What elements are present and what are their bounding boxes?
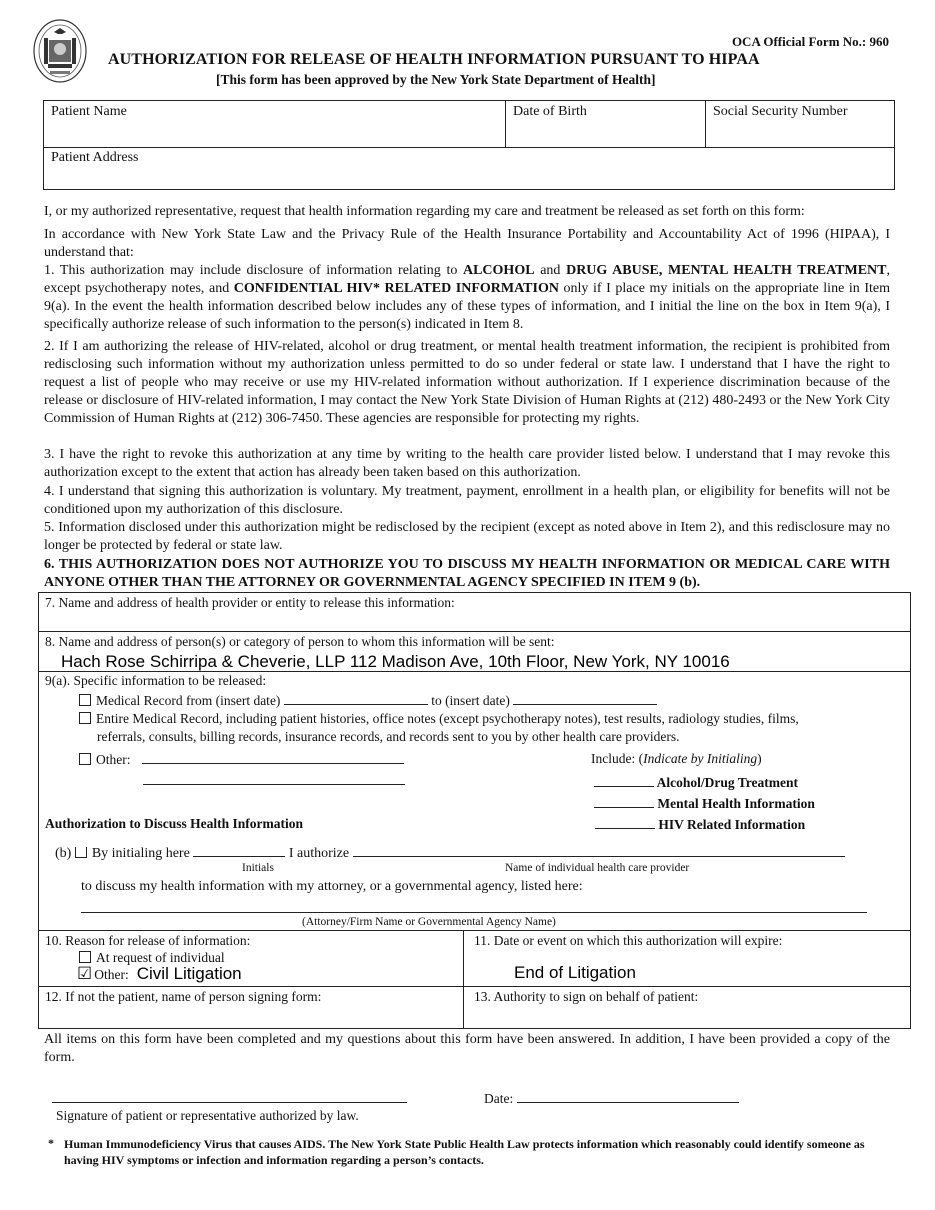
section-9a-label: 9(a). Specific information to be released: <box>45 673 267 688</box>
reason-other-row <box>77 964 242 984</box>
footnote-text: Human Immunodeficiency Virus that causes AIDS. The New York State Public Health Law protects information which reasonably could identify someone as having HIV symptoms or infection and information regarding a person’s contacts. <box>64 1137 865 1167</box>
date-row <box>484 1090 739 1107</box>
patient-address-label: Patient Address <box>51 150 139 165</box>
section-10-label: 10. Reason for release of information: <box>45 933 251 948</box>
section-7-label: 7. Name and address of health provider or entity to release this information: <box>45 595 455 610</box>
include-instruction <box>591 751 762 767</box>
reason-other-value[interactable]: Civil Litigation <box>136 964 242 983</box>
other-row <box>79 751 404 768</box>
item-1-text: 1. This authorization may include disclosure of information relating to <box>44 263 463 278</box>
section-9b-heading: Authorization to Discuss Health Information <box>45 816 304 831</box>
to-date-field[interactable] <box>513 692 657 705</box>
item-3: 3. I have the right to revoke this authorization at any time by writing to the health care provider listed below. I understand that I may revoke this authorization except to the extent that action has already been taken based on this authorization. <box>44 447 890 480</box>
other-checkbox[interactable] <box>79 753 91 765</box>
intro-accordance: In accordance with New York State Law and the Privacy Rule of the Health Insurance Portability and Accountability Act of 1996 (HIPAA), I understand that: <box>44 227 890 260</box>
patient-info-box <box>43 100 895 190</box>
include-italic: Indicate by Initialing <box>643 751 758 766</box>
provider-caption: Name of individual health care provider <box>505 862 690 874</box>
section-8-label: 8. Name and address of person(s) or category of person to whom this information will be sent: <box>45 634 555 649</box>
item-1-except: , except psychotherapy notes, and <box>44 263 891 296</box>
other-label: Other: <box>96 752 131 767</box>
section-9b-checkbox[interactable] <box>75 847 87 858</box>
initial-alcohol-drug <box>594 774 798 791</box>
by-initialing-label: By initialing here <box>91 846 190 861</box>
entire-record-row <box>79 711 799 727</box>
form-number: OCA Official Form No.: 960 <box>731 34 889 49</box>
to-date-label: to (insert date) <box>431 693 510 708</box>
attorney-caption: (Attorney/Firm Name or Governmental Agency Name) <box>302 916 556 928</box>
initial-hiv-label: HIV Related Information <box>658 817 806 832</box>
new-york-state-seal-icon <box>32 18 88 84</box>
reason-individual-checkbox[interactable] <box>79 951 91 963</box>
other-field-2[interactable] <box>143 772 405 785</box>
item-6: 6. THIS AUTHORIZATION DOES NOT AUTHORIZE YOU TO DISCUSS MY HEALTH INFORMATION OR MEDICAL CARE WITH ANYONE OTHER THAN THE ATTORNEY OR GOVERNMENTAL AGENCY SPECIFIED IN ITEM 9 (b). <box>44 557 890 590</box>
other-field-1[interactable] <box>142 751 404 764</box>
item-1-rest: only if I place my initials on the appropriate line in Item 9(a). In the event the health information described below includes any of these types of information, and I initial the line on the box in Item 9(a), I specifically authorize release of such information to the person(s) indicated in Item 8. <box>44 281 890 332</box>
initial-mental-health-field[interactable] <box>594 795 654 808</box>
entire-record-checkbox[interactable] <box>79 712 91 724</box>
initial-hiv <box>595 816 805 833</box>
medical-record-label: Medical Record from (insert date) <box>96 693 281 708</box>
initial-hiv-field[interactable] <box>595 816 655 829</box>
item-1-alcohol: ALCOHOL <box>462 263 535 278</box>
provider-name-field[interactable] <box>353 844 845 857</box>
signature-caption: Signature of patient or representative authorized by law. <box>56 1108 359 1123</box>
form-subtitle: [This form has been approved by the New York State Department of Health] <box>216 72 656 87</box>
from-date-field[interactable] <box>284 692 428 705</box>
item-1-and: and <box>534 263 567 278</box>
include-close: ) <box>757 751 762 766</box>
section-13-box[interactable] <box>464 987 911 1029</box>
item-1-hiv: CONFIDENTIAL HIV* RELATED INFORMATION <box>233 281 559 296</box>
section-12-box[interactable] <box>38 987 464 1029</box>
reason-other-label: Other: <box>94 967 129 982</box>
i-authorize-label: I authorize <box>288 846 350 861</box>
closing-statement: All items on this form have been completed and my questions about this form have been answered. In addition, I have been provided a copy of the form. <box>44 1032 890 1065</box>
intro-request: I, or my authorized representative, request that health information regarding my care and treatment be released as set forth on this form: <box>44 204 805 219</box>
section-11-box <box>464 931 911 987</box>
section-13-label: 13. Authority to sign on behalf of patient: <box>474 989 699 1004</box>
patient-address-field[interactable] <box>44 147 146 169</box>
section-8-box[interactable] <box>38 632 911 672</box>
section-9-box <box>38 672 911 931</box>
signature-field[interactable] <box>52 1090 407 1103</box>
include-label: Include: ( <box>591 751 644 766</box>
item-1-drug-abuse: DRUG ABUSE, MENTAL HEALTH TREATMENT <box>566 263 887 278</box>
date-field[interactable] <box>517 1090 739 1103</box>
date-of-birth-label: Date of Birth <box>513 104 587 119</box>
section-12-label: 12. If not the patient, name of person signing form: <box>45 989 322 1004</box>
initial-alcohol-drug-label: Alcohol/Drug Treatment <box>656 775 799 790</box>
reason-individual-label: At request of individual <box>96 950 225 965</box>
expiration-value[interactable]: End of Litigation <box>514 963 636 982</box>
date-label: Date: <box>484 1091 514 1106</box>
initial-alcohol-drug-field[interactable] <box>594 774 654 787</box>
form-title: AUTHORIZATION FOR RELEASE OF HEALTH INFORMATION PURSUANT TO HIPAA <box>108 51 760 68</box>
attorney-name-field[interactable] <box>81 900 867 913</box>
patient-name-field[interactable] <box>44 101 506 147</box>
initials-caption: Initials <box>242 862 274 874</box>
item-1 <box>44 262 890 334</box>
entire-record-label-cont: referrals, consults, billing records, insurance records, and records sent to you by other health care providers. <box>97 729 680 744</box>
item-5: 5. Information disclosed under this authorization might be redisclosed by the recipient (except as noted above in Item 2), and this redisclosure may no longer be protected by federal or state law. <box>44 520 890 553</box>
medical-record-row <box>79 692 657 709</box>
ssn-label: Social Security Number <box>713 104 848 119</box>
section-9b-row <box>55 844 845 862</box>
initial-mental-health-label: Mental Health Information <box>657 796 815 811</box>
section-10-box <box>38 931 464 987</box>
section-9b-prefix: (b) <box>55 846 72 861</box>
section-8-recipient-value[interactable]: Hach Rose Schirripa & Cheverie, LLP 112 Madison Ave, 10th Floor, New York, NY 10016 <box>61 652 730 671</box>
section-11-label: 11. Date or event on which this authorization will expire: <box>474 933 783 948</box>
date-of-birth-field[interactable] <box>506 101 706 147</box>
section-7-box[interactable] <box>38 592 911 632</box>
footnote-marker: * <box>48 1136 54 1150</box>
ssn-field[interactable] <box>706 101 894 147</box>
reason-other-checkbox-checked[interactable]: ☑ <box>77 964 93 984</box>
item-2: 2. If I am authorizing the release of HIV-related, alcohol or drug treatment, or mental health treatment information, the recipient is prohibited from redisclosing such information without my authorization unless permitted to do so under federal or state law. I understand that I have the right to request a list of people who may receive or use my HIV-related information without authorization. If I experience discrimination because of the release or disclosure of HIV-related information, I may contact the New York State Division of Human Rights at (212) 480-2493 or the New York City Commission of Human Rights at (212) 306-7450. These agencies are responsible for protecting my rights. <box>44 339 890 426</box>
patient-name-label: Patient Name <box>51 104 127 119</box>
initials-field[interactable] <box>193 844 285 857</box>
initial-mental-health <box>594 795 815 812</box>
medical-record-checkbox[interactable] <box>79 694 91 706</box>
discuss-text: to discuss my health information with my attorney, or a governmental agency, listed here: <box>81 879 583 894</box>
item-4: 4. I understand that signing this authorization is voluntary. My treatment, payment, enrollment in a health plan, or eligibility for benefits will not be conditioned upon my authorization of this disclosure. <box>44 484 890 517</box>
entire-record-label: Entire Medical Record, including patient histories, office notes (except psychotherapy notes), test results, radiology studies, films, <box>96 711 799 726</box>
